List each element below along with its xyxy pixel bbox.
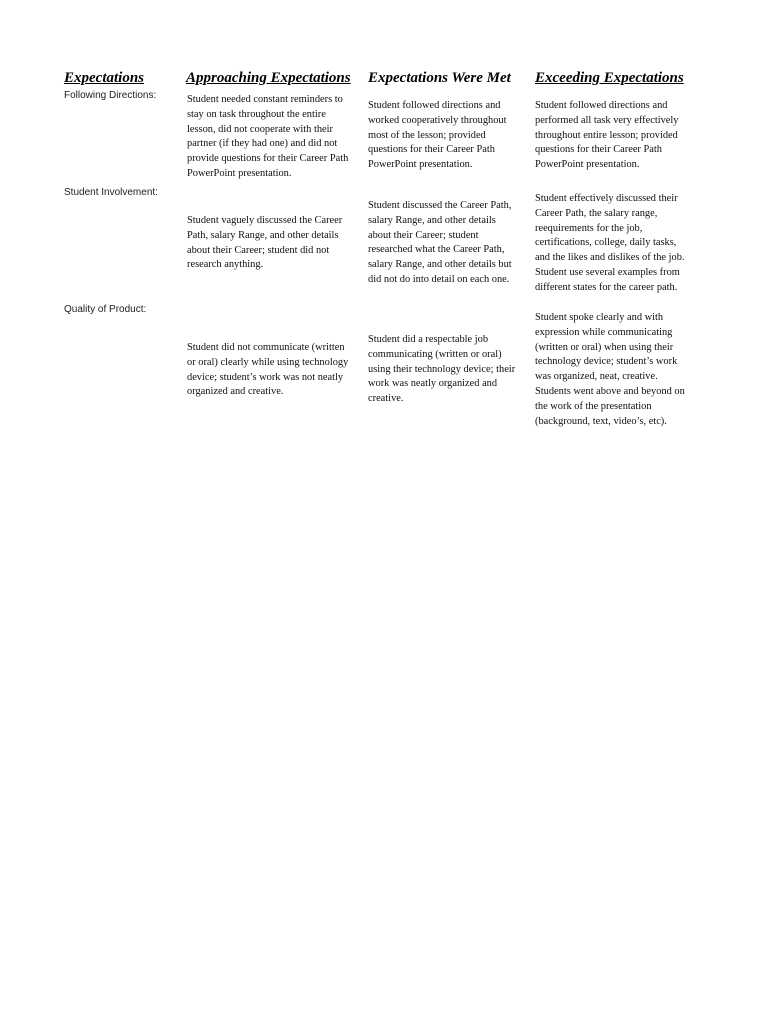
cell-student-involvement-met: Student discussed the Career Path, salary Range, and other details about their Career; student researched what the Career Path, salary Range, and other details but did not do into detail on each one. xyxy=(368,200,512,285)
cell-following-directions-exceeding: Student followed directions and performed all task very effectively throughout entire lesson; provided questions for their Career Path PowerPoint presentation. xyxy=(535,100,679,171)
header-approaching-expectations: Approaching Expectations xyxy=(186,70,351,86)
cell-following-directions-approaching: Student needed constant reminders to stay on task throughout the entire lesson, did not cooperate with their partner (if they had one) and did not provide questions for their Career Path PowerPoint presentation. xyxy=(187,94,349,179)
row-label-following-directions: Following Directions: xyxy=(64,90,157,101)
cell-student-involvement-approaching: Student vaguely discussed the Career Path, salary Range, and other details about their Career; student did not research anything. xyxy=(187,215,343,271)
header-exceeding-expectations: Exceeding Expectations xyxy=(535,70,684,86)
cell-quality-of-product-approaching: Student did not communicate (written or oral) clearly while using technology device; student’s work was not neatly organized and creative. xyxy=(187,342,349,398)
row-label-student-involvement: Student Involvement: xyxy=(64,187,158,198)
cell-following-directions-met: Student followed directions and worked cooperatively throughout most of the lesson; provided questions for their Career Path PowerPoint presentation. xyxy=(368,100,507,171)
cell-quality-of-product-met: Student did a respectable job communicating (written or oral) using their technology device; their work was neatly organized and creative. xyxy=(368,334,516,405)
cell-quality-of-product-exceeding: Student spoke clearly and with expression while communicating (written or oral) when using their technology device; student’s work was organized, neat, creative. Students went above and beyond on the work of the presentation (background, text, video’s, etc). xyxy=(535,312,685,427)
header-expectations: Expectations xyxy=(64,70,145,86)
row-label-quality-of-product: Quality of Product: xyxy=(64,304,147,315)
header-expectations-were-met: Expectations Were Met xyxy=(368,70,511,86)
cell-student-involvement-exceeding: Student effectively discussed their Career Path, the salary range, reequirements for the job, certifications, college, daily tasks, and the likes and dislikes of the job. Student use several examples from different states for the career path. xyxy=(535,193,685,293)
